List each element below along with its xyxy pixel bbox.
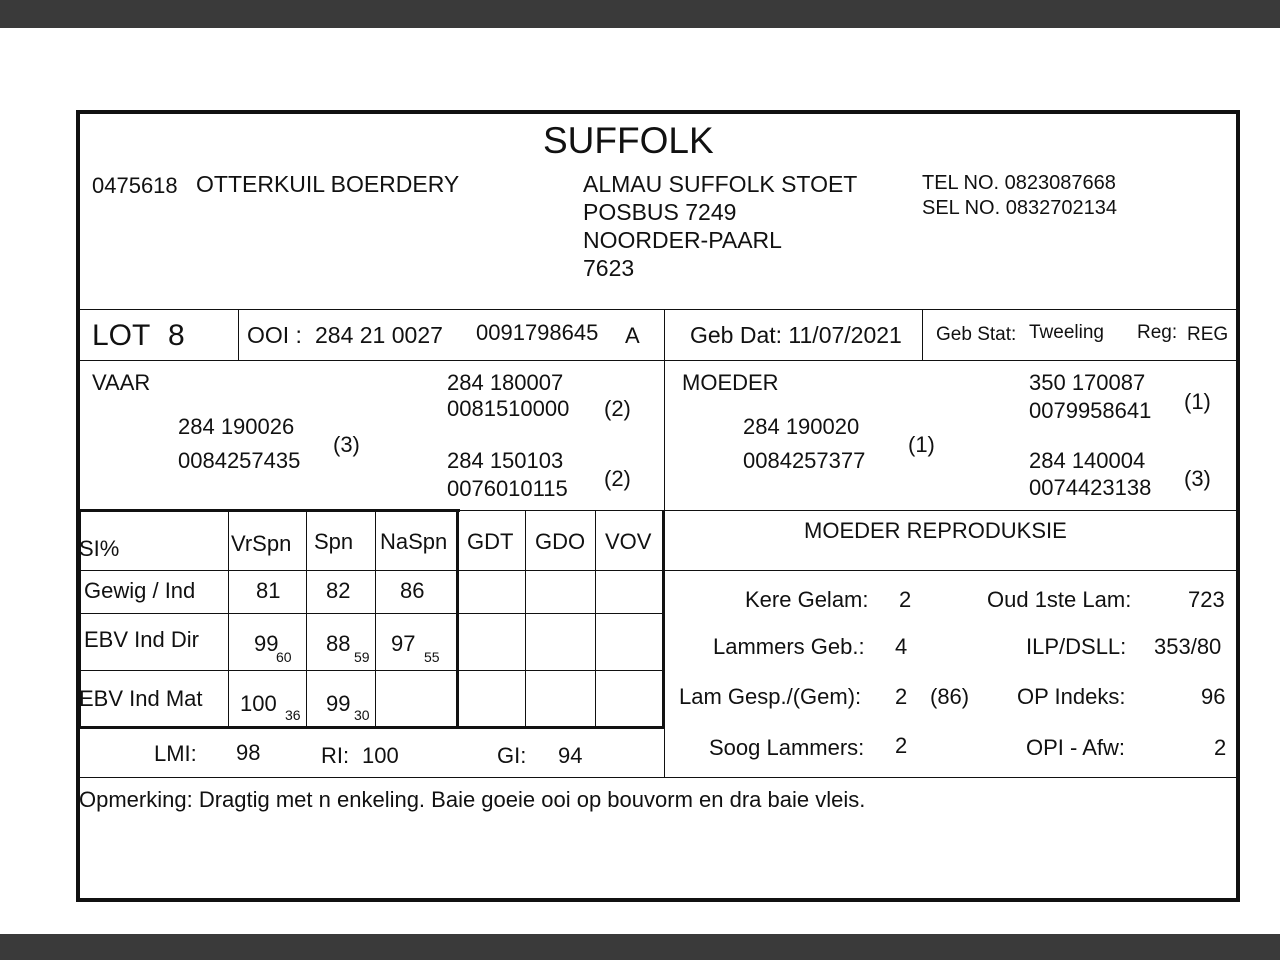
soog-value: 2 [895,733,908,758]
vaar-number: 0084257435 [178,448,301,473]
divider-geb [922,310,923,360]
gesp-value: 2 [895,684,908,709]
moeder-label: MOEDER [682,370,779,395]
gesp-label: Lam Gesp./(Gem): [679,684,862,709]
divider-pedigree-left-thin [460,510,665,511]
op-value: 96 [1201,684,1226,709]
vaar-id: 284 190026 [178,414,295,439]
col-header: NaSpn [380,529,448,554]
divider-table-bottom [78,726,664,729]
vaar-dam-id: 284 150103 [447,448,564,473]
moeder-id: 284 190020 [743,414,860,439]
table-col-5 [525,510,526,728]
ooi-id: 284 21 0027 [315,322,443,348]
remark: Opmerking: Dragtig met n enkeling. Baie goeie ooi op bouvorm en dra baie vleis. [79,787,866,812]
table-cell-sub: 30 [354,707,370,723]
gem-value: (86) [930,684,970,709]
row-label: Gewig / Ind [84,578,196,603]
soog-label: Soog Lammers: [709,735,865,760]
sel-number: SEL NO. 0832702134 [922,197,1117,219]
tel-number: TEL NO. 0823087668 [922,172,1116,194]
moeder-dam-code: (3) [1184,466,1211,491]
birth-status-label: Geb Stat: [936,324,1017,345]
lot-label: LOT [92,319,151,352]
birth-date: Geb Dat: 11/07/2021 [690,322,902,348]
table-right-line [662,510,665,728]
card-border-bottom [76,898,1240,902]
col-header: GDO [535,529,586,554]
op-label: OP Indeks: [1017,684,1126,709]
table-cell-sub: 55 [424,649,440,665]
reproduction-title: MOEDER REPRODUKSIE [804,518,1067,543]
opi-value: 2 [1214,735,1227,760]
moeder-dam-number: 0074423138 [1029,475,1152,500]
table-cell-sub: 36 [285,707,301,723]
table-cell: 99 [254,631,279,656]
table-cell: 97 [391,631,416,656]
moeder-sire-id: 350 170087 [1029,370,1146,395]
reg-value: REG [1187,324,1229,345]
divider-pedigree-left-thick [78,509,460,512]
stud-address-1: POSBUS 7249 [583,199,737,225]
card-border-top [78,110,1240,114]
table-col-2 [306,510,307,728]
moeder-dam-id: 284 140004 [1029,448,1146,473]
stud-address-2: NOORDER-PAARL [583,227,782,253]
vaar-sire-id: 284 180007 [447,370,564,395]
lmi-label: LMI: [154,741,197,766]
row-label: EBV Ind Mat [79,686,203,711]
si-corner: SI% [79,536,120,561]
table-cell: 100 [240,691,277,716]
breeder-number: 0475618 [92,173,178,198]
col-header: VOV [605,529,652,554]
lammers-value: 4 [895,634,908,659]
col-header: VrSpn [231,531,292,556]
table-cell-sub: 60 [276,649,292,665]
ooi-label: OOI : [247,322,302,348]
table-cell: 86 [400,578,425,603]
lmi-value: 98 [236,740,261,765]
vaar-sire-code: (2) [604,396,631,421]
card-border-right [1236,110,1240,902]
stud-postcode: 7623 [583,255,635,281]
ooi-number: 0091798645 [476,320,599,345]
ri-label: RI: [321,743,350,768]
birth-status: Tweeling [1029,322,1104,343]
table-col-3 [375,510,376,728]
table-cell: 99 [326,691,351,716]
breed-title: SUFFOLK [543,120,714,161]
ri-value: 100 [362,743,399,768]
stud-name: ALMAU SUFFOLK STOET [583,171,858,197]
kere-label: Kere Gelam: [745,587,869,612]
divider-header [78,309,1238,310]
bottom-bar [0,934,1280,960]
divider-row2 [78,670,664,671]
divider-remark [78,777,1238,778]
col-header: GDT [467,529,514,554]
moeder-code: (1) [908,432,935,457]
lot-number: 8 [168,319,185,352]
vaar-dam-code: (2) [604,466,631,491]
kere-value: 2 [899,587,912,612]
vaar-dam-number: 0076010115 [447,476,568,501]
oud-label: Oud 1ste Lam: [987,587,1132,612]
table-col-1 [228,510,229,728]
col-header: Spn [314,529,354,554]
card-border-left [76,110,80,902]
vaar-label: VAAR [92,370,151,395]
divider-pedigree-right [665,510,1238,511]
row-label: EBV Ind Dir [84,627,199,652]
ilp-label: ILP/DSLL: [1026,634,1127,659]
moeder-sire-code: (1) [1184,389,1211,414]
ilp-value: 353/80 [1154,634,1222,659]
top-bar [0,0,1280,28]
table-cell: 82 [326,578,351,603]
vaar-sire-number: 0081510000 [447,396,570,421]
moeder-number: 0084257377 [743,448,866,473]
gi-label: GI: [497,743,527,768]
divider-lot [78,360,1238,361]
vaar-code: (3) [333,432,360,457]
table-cell: 88 [326,631,351,656]
table-cell: 81 [256,578,281,603]
opi-label: OPI - Afw: [1026,735,1126,760]
ooi-grade: A [625,323,640,348]
breeder-name: OTTERKUIL BOERDERY [196,171,460,197]
table-col-4-thick [456,510,459,728]
gi-value: 94 [558,743,583,768]
oud-value: 723 [1188,587,1225,612]
moeder-sire-number: 0079958641 [1029,398,1152,423]
table-col-6 [595,510,596,728]
divider-table-header [78,570,1238,571]
divider-row1 [78,613,664,614]
reg-label: Reg: [1137,322,1178,343]
lammers-label: Lammers Geb.: [713,634,865,659]
divider-lot-ooi [238,310,239,360]
table-cell-sub: 59 [354,649,370,665]
